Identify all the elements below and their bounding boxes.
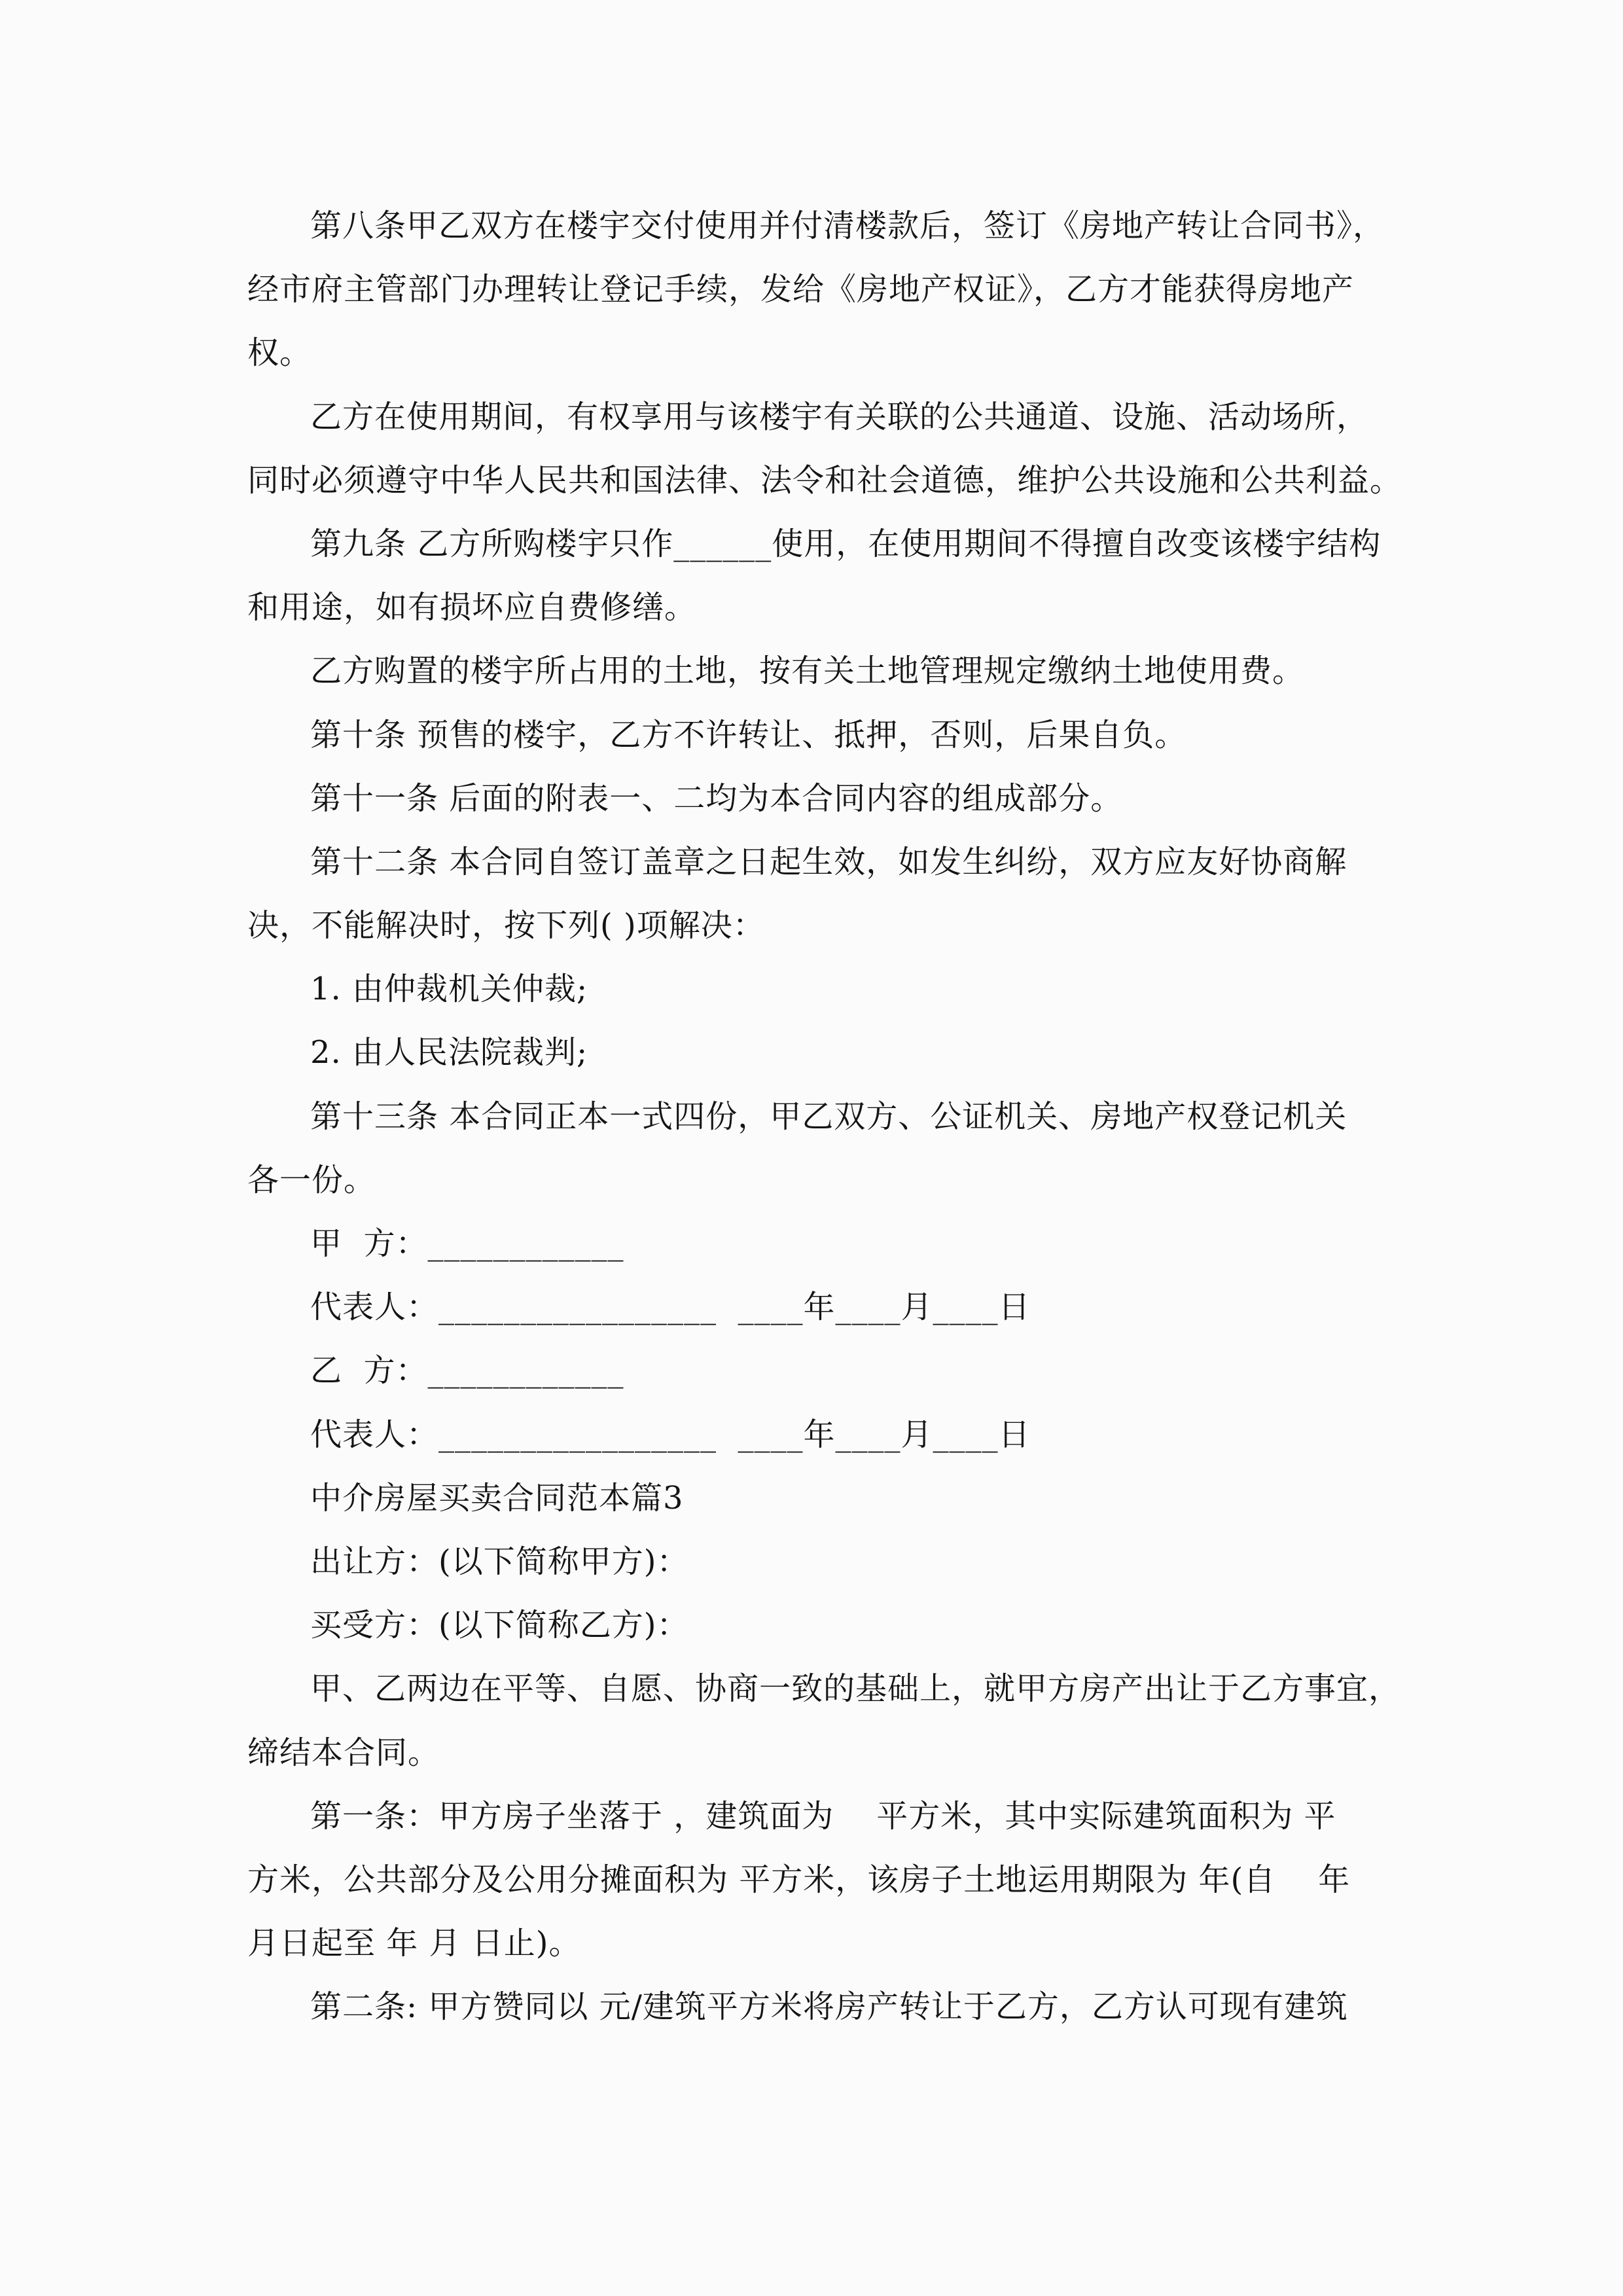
text-line: 和用途，如有损坏应自费修缮。 bbox=[247, 589, 697, 626]
text-line: 1. 由仲裁机关仲裁; bbox=[310, 971, 588, 1008]
text-line: 同时必须遵守中华人民共和国法律、法令和社会道德，维护公共设施和公共利益。 bbox=[247, 461, 1402, 499]
text-line: 各一份。 bbox=[247, 1161, 376, 1198]
text-line: 乙 方：____________ bbox=[310, 1352, 624, 1390]
text-line: 缔结本合同。 bbox=[247, 1734, 440, 1771]
text-line: 第一条：甲方房子坐落于 ，建筑面为 平方米，其中实际建筑面积为 平 bbox=[310, 1797, 1336, 1835]
text-line: 代表人：_________________ ____年____月____日 bbox=[310, 1416, 1031, 1453]
text-line: 月日起至 年 月 日止)。 bbox=[247, 1925, 581, 1962]
text-line: 甲、乙两边在平等、自愿、协商一致的基础上，就甲方房产出让于乙方事宜， bbox=[310, 1670, 1401, 1708]
text-line: 第十二条 本合同自签订盖章之日起生效，如发生纠纷，双方应友好协商解 bbox=[310, 843, 1347, 880]
text-line: 第十条 预售的楼宇，乙方不许转让、抵押，否则，后果自负。 bbox=[310, 716, 1187, 753]
text-line: 代表人：_________________ ____年____月____日 bbox=[310, 1289, 1031, 1326]
text-line: 出让方：(以下简称甲方)： bbox=[310, 1543, 689, 1580]
text-line: 方米，公共部分及公用分摊面积为 平方米，该房子土地运用期限为 年(自 年 bbox=[247, 1861, 1351, 1898]
text-line: 甲 方：____________ bbox=[310, 1225, 624, 1262]
text-line: 中介房屋买卖合同范本篇3 bbox=[310, 1479, 684, 1516]
text-line: 买受方：(以下简称乙方)： bbox=[310, 1607, 689, 1644]
contract-text-block bbox=[247, 194, 1402, 2039]
text-line: 第十三条 本合同正本一式四份，甲乙双方、公证机关、房地产权登记机关 bbox=[310, 1098, 1347, 1135]
text-line: 决，不能解决时，按下列( )项解决： bbox=[247, 907, 765, 944]
text-line: 经市府主管部门办理转让登记手续，发给《房地产权证》，乙方才能获得房地产 bbox=[247, 271, 1355, 308]
text-line: 2. 由人民法院裁判; bbox=[310, 1034, 588, 1071]
text-line: 乙方购置的楼宇所占用的土地，按有关土地管理规定缴纳土地使用费。 bbox=[310, 653, 1305, 690]
text-line: 权。 bbox=[247, 334, 312, 372]
text-line: 第十一条 后面的附表一、二均为本合同内容的组成部分。 bbox=[310, 780, 1123, 817]
text-line: 第九条 乙方所购楼宇只作______使用，在使用期间不得擅自改变该楼宇结构 bbox=[310, 525, 1382, 562]
text-line: 乙方在使用期间，有权享用与该楼宇有关联的公共通道、设施、活动场所， bbox=[310, 398, 1369, 435]
text-line: 第八条甲乙双方在楼宇交付使用并付清楼款后，签订《房地产转让合同书》， bbox=[310, 207, 1385, 244]
text-line: 第二条: 甲方赞同以 元/建筑平方米将房产转让于乙方，乙方认可现有建筑 bbox=[310, 1988, 1348, 2026]
